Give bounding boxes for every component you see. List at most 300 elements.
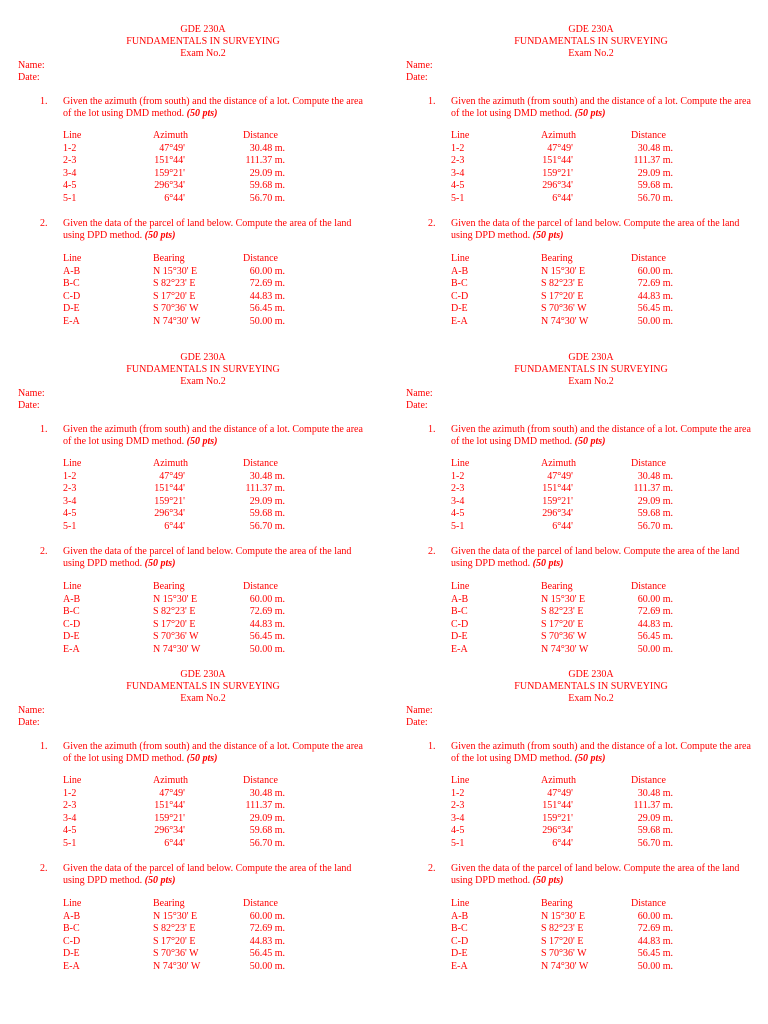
bearing-cell: S 82°23' E xyxy=(153,278,196,289)
distance-cell: 29.09 m. xyxy=(249,167,285,179)
line-cell: Line xyxy=(63,581,82,592)
points-label: (50 pts) xyxy=(144,875,176,886)
date-field: Date: xyxy=(18,400,40,411)
points-label: (50 pts) xyxy=(574,436,606,447)
table-row xyxy=(63,788,323,801)
points-label: (50 pts) xyxy=(144,558,176,569)
line-cell: A-B xyxy=(451,910,469,922)
distance-cell: Distance xyxy=(631,775,666,786)
course-title: FUNDAMENTALS IN SURVEYING xyxy=(514,364,668,375)
table-row xyxy=(451,193,711,206)
question-text: Given the data of the parcel of land below. Compute the area of the land using DPD method. (50 pts) xyxy=(451,863,740,886)
bearing-cell: N 74°30' W xyxy=(153,315,201,327)
table-header-row xyxy=(451,898,711,911)
table-row xyxy=(63,936,323,949)
distance-cell: 72.69 m. xyxy=(637,278,673,289)
question-number: 2. xyxy=(40,546,48,557)
azimuth-cell: 6°44' xyxy=(552,192,573,204)
line-cell: Line xyxy=(63,253,82,264)
azimuth-cell: 47°49' xyxy=(159,787,185,799)
azimuth-cell: 151°44' xyxy=(154,800,185,811)
distance-cell: 56.45 m. xyxy=(637,948,673,959)
points-label: (50 pts) xyxy=(186,436,218,447)
exam-copy xyxy=(406,352,768,655)
name-field: Name: xyxy=(406,60,433,71)
azimuth-cell: 151°44' xyxy=(154,483,185,494)
line-cell: Line xyxy=(451,581,470,592)
table-row xyxy=(451,143,711,156)
azimuth-cell: 296°34' xyxy=(542,825,573,836)
distance-cell: 29.09 m. xyxy=(249,495,285,507)
azimuth-cell: 159°21' xyxy=(542,495,573,507)
line-cell: 4-5 xyxy=(451,180,465,191)
distance-cell: 72.69 m. xyxy=(637,923,673,934)
line-cell: D-E xyxy=(451,948,468,959)
bearing-cell: S 17°20' E xyxy=(153,290,196,302)
bearing-cell: N 74°30' W xyxy=(541,960,589,972)
distance-cell: 56.70 m. xyxy=(637,837,673,849)
distance-cell: 59.68 m. xyxy=(249,508,285,519)
distance-cell: 111.37 m. xyxy=(633,155,673,166)
table-row xyxy=(63,619,323,632)
distance-cell: 111.37 m. xyxy=(633,483,673,494)
table-row xyxy=(451,496,711,509)
line-cell: A-B xyxy=(63,593,81,605)
distance-cell: 29.09 m. xyxy=(637,495,673,507)
question-number: 1. xyxy=(40,96,48,107)
bearing-cell: N 15°30' E xyxy=(541,593,586,605)
bearing-cell: Bearing xyxy=(541,253,573,264)
bearing-cell: Bearing xyxy=(541,581,573,592)
line-cell: 5-1 xyxy=(63,837,77,849)
exam-number: Exam No.2 xyxy=(180,693,226,704)
distance-cell: 30.48 m. xyxy=(637,470,673,482)
exam-header xyxy=(406,669,768,705)
bearing-cell: S 70°36' W xyxy=(153,631,199,642)
bearing-table xyxy=(63,581,323,656)
bearing-table xyxy=(451,253,711,328)
table-row xyxy=(451,155,711,168)
table-row xyxy=(451,936,711,949)
line-cell: C-D xyxy=(451,290,469,302)
table-row xyxy=(63,291,323,304)
exam-number: Exam No.2 xyxy=(180,376,226,387)
distance-cell: 72.69 m. xyxy=(249,923,285,934)
distance-cell: 60.00 m. xyxy=(637,593,673,605)
course-title: FUNDAMENTALS IN SURVEYING xyxy=(126,36,280,47)
bearing-cell: S 17°20' E xyxy=(541,935,584,947)
table-row xyxy=(451,594,711,607)
line-cell: C-D xyxy=(63,618,81,630)
distance-cell: 44.83 m. xyxy=(637,290,673,302)
azimuth-cell: 47°49' xyxy=(159,470,185,482)
table-row xyxy=(63,644,323,657)
table-row xyxy=(451,303,711,316)
table-row xyxy=(451,631,711,644)
name-field: Name: xyxy=(406,388,433,399)
line-cell: 1-2 xyxy=(451,787,465,799)
table-row xyxy=(451,961,711,974)
distance-cell: 59.68 m. xyxy=(249,180,285,191)
line-cell: 2-3 xyxy=(63,483,77,494)
azimuth-cell: 159°21' xyxy=(154,812,185,824)
line-cell: E-A xyxy=(451,315,468,327)
exam-number: Exam No.2 xyxy=(568,376,614,387)
azimuth-cell: 296°34' xyxy=(154,825,185,836)
azimuth-cell: 6°44' xyxy=(164,837,185,849)
azimuth-cell: 159°21' xyxy=(154,167,185,179)
line-cell: 1-2 xyxy=(451,470,465,482)
distance-cell: 111.37 m. xyxy=(633,800,673,811)
line-cell: 3-4 xyxy=(63,812,77,824)
course-code: GDE 230A xyxy=(568,352,614,363)
question-text: Given the azimuth (from south) and the distance of a lot. Compute the area of the lot using DMD method. (50 pts) xyxy=(63,96,363,119)
azimuth-cell: Azimuth xyxy=(153,775,188,786)
table-row xyxy=(451,825,711,838)
points-label: (50 pts) xyxy=(574,108,606,119)
exam-copy xyxy=(406,24,768,327)
bearing-cell: S 70°36' W xyxy=(153,948,199,959)
question-text: Given the data of the parcel of land below. Compute the area of the land using DPD method. (50 pts) xyxy=(63,546,352,569)
table-row xyxy=(63,961,323,974)
line-cell: B-C xyxy=(451,923,468,934)
table-row xyxy=(63,911,323,924)
distance-cell: 50.00 m. xyxy=(637,643,673,655)
line-cell: Line xyxy=(451,458,470,469)
question-text: Given the azimuth (from south) and the distance of a lot. Compute the area of the lot using DMD method. (50 pts) xyxy=(451,741,751,764)
distance-cell: Distance xyxy=(243,130,278,141)
line-cell: D-E xyxy=(63,631,80,642)
table-row xyxy=(63,316,323,329)
azimuth-cell: 47°49' xyxy=(547,470,573,482)
table-row xyxy=(451,813,711,826)
line-cell: Line xyxy=(451,130,470,141)
distance-cell: 44.83 m. xyxy=(637,935,673,947)
points-label: (50 pts) xyxy=(144,230,176,241)
line-cell: 1-2 xyxy=(451,142,465,154)
bearing-cell: S 17°20' E xyxy=(541,290,584,302)
line-cell: C-D xyxy=(451,935,469,947)
bearing-cell: S 17°20' E xyxy=(541,618,584,630)
distance-cell: 60.00 m. xyxy=(637,910,673,922)
table-row xyxy=(451,521,711,534)
table-row xyxy=(63,483,323,496)
line-cell: 2-3 xyxy=(451,800,465,811)
bearing-cell: S 17°20' E xyxy=(153,935,196,947)
distance-cell: 111.37 m. xyxy=(245,800,285,811)
distance-cell: 30.48 m. xyxy=(249,787,285,799)
distance-cell: 59.68 m. xyxy=(637,825,673,836)
question-number: 2. xyxy=(428,546,436,557)
line-cell: 4-5 xyxy=(451,825,465,836)
table-header-row xyxy=(451,775,711,788)
exam-copy xyxy=(18,352,388,655)
question-number: 2. xyxy=(428,863,436,874)
bearing-cell: S 82°23' E xyxy=(541,923,584,934)
table-header-row xyxy=(63,253,323,266)
azimuth-cell: 47°49' xyxy=(547,142,573,154)
distance-cell: 60.00 m. xyxy=(249,910,285,922)
question-number: 2. xyxy=(40,218,48,229)
table-row xyxy=(451,911,711,924)
line-cell: B-C xyxy=(451,278,468,289)
table-row xyxy=(451,278,711,291)
line-cell: E-A xyxy=(451,643,468,655)
line-cell: E-A xyxy=(63,643,80,655)
question-text: Given the data of the parcel of land below. Compute the area of the land using DPD method. (50 pts) xyxy=(63,863,352,886)
question-number: 1. xyxy=(428,424,436,435)
course-title: FUNDAMENTALS IN SURVEYING xyxy=(126,681,280,692)
line-cell: C-D xyxy=(63,935,81,947)
line-cell: 5-1 xyxy=(451,837,465,849)
table-row xyxy=(451,923,711,936)
azimuth-table xyxy=(63,130,323,205)
points-label: (50 pts) xyxy=(532,230,564,241)
azimuth-cell: 296°34' xyxy=(154,180,185,191)
exam-number: Exam No.2 xyxy=(568,48,614,59)
course-code: GDE 230A xyxy=(568,669,614,680)
bearing-cell: S 82°23' E xyxy=(541,606,584,617)
table-header-row xyxy=(63,898,323,911)
distance-cell: 29.09 m. xyxy=(249,812,285,824)
table-row xyxy=(63,180,323,193)
table-header-row xyxy=(63,775,323,788)
distance-cell: 56.70 m. xyxy=(637,520,673,532)
bearing-cell: N 74°30' W xyxy=(153,643,201,655)
line-cell: 2-3 xyxy=(63,155,77,166)
bearing-table xyxy=(63,253,323,328)
distance-cell: 59.68 m. xyxy=(249,825,285,836)
bearing-cell: N 15°30' E xyxy=(153,593,198,605)
distance-cell: Distance xyxy=(631,130,666,141)
line-cell: 4-5 xyxy=(63,180,77,191)
line-cell: B-C xyxy=(63,278,80,289)
date-field: Date: xyxy=(18,717,40,728)
table-row xyxy=(451,483,711,496)
course-code: GDE 230A xyxy=(180,352,226,363)
bearing-cell: N 74°30' W xyxy=(541,315,589,327)
azimuth-cell: 151°44' xyxy=(542,483,573,494)
distance-cell: Distance xyxy=(243,581,278,592)
question-text: Given the azimuth (from south) and the distance of a lot. Compute the area of the lot using DMD method. (50 pts) xyxy=(451,96,751,119)
distance-cell: Distance xyxy=(243,898,278,909)
distance-cell: Distance xyxy=(631,253,666,264)
table-row xyxy=(63,606,323,619)
bearing-cell: S 70°36' W xyxy=(541,631,587,642)
line-cell: 5-1 xyxy=(63,520,77,532)
distance-cell: 30.48 m. xyxy=(637,142,673,154)
distance-cell: 72.69 m. xyxy=(637,606,673,617)
azimuth-cell: 159°21' xyxy=(542,167,573,179)
course-code: GDE 230A xyxy=(568,24,614,35)
exam-copy xyxy=(18,24,388,327)
table-row xyxy=(451,800,711,813)
table-row xyxy=(451,619,711,632)
question-text: Given the data of the parcel of land below. Compute the area of the land using DPD method. (50 pts) xyxy=(451,546,740,569)
distance-cell: Distance xyxy=(631,898,666,909)
table-row xyxy=(63,278,323,291)
bearing-cell: N 74°30' W xyxy=(153,960,201,972)
azimuth-table xyxy=(63,775,323,850)
line-cell: A-B xyxy=(63,265,81,277)
bearing-cell: N 74°30' W xyxy=(541,643,589,655)
line-cell: 5-1 xyxy=(451,520,465,532)
line-cell: Line xyxy=(451,898,470,909)
line-cell: 1-2 xyxy=(63,142,77,154)
distance-cell: 111.37 m. xyxy=(245,483,285,494)
line-cell: 3-4 xyxy=(451,167,465,179)
table-header-row xyxy=(63,581,323,594)
distance-cell: 72.69 m. xyxy=(249,278,285,289)
azimuth-cell: 47°49' xyxy=(547,787,573,799)
azimuth-cell: 159°21' xyxy=(542,812,573,824)
line-cell: D-E xyxy=(451,631,468,642)
distance-cell: 44.83 m. xyxy=(637,618,673,630)
bearing-cell: S 70°36' W xyxy=(541,948,587,959)
bearing-cell: N 15°30' E xyxy=(541,910,586,922)
distance-cell: 50.00 m. xyxy=(249,315,285,327)
exam-header xyxy=(18,669,388,705)
line-cell: 4-5 xyxy=(63,825,77,836)
table-header-row xyxy=(63,458,323,471)
bearing-table xyxy=(63,898,323,973)
distance-cell: 44.83 m. xyxy=(249,290,285,302)
table-header-row xyxy=(63,130,323,143)
azimuth-cell: Azimuth xyxy=(541,458,576,469)
table-row xyxy=(63,594,323,607)
azimuth-cell: 6°44' xyxy=(552,520,573,532)
question-number: 1. xyxy=(40,741,48,752)
bearing-cell: S 82°23' E xyxy=(153,923,196,934)
distance-cell: 56.45 m. xyxy=(249,948,285,959)
line-cell: A-B xyxy=(63,910,81,922)
points-label: (50 pts) xyxy=(574,753,606,764)
table-row xyxy=(451,838,711,851)
azimuth-cell: 159°21' xyxy=(154,495,185,507)
line-cell: 1-2 xyxy=(63,787,77,799)
line-cell: 3-4 xyxy=(451,812,465,824)
name-field: Name: xyxy=(18,705,45,716)
line-cell: 2-3 xyxy=(451,155,465,166)
table-row xyxy=(451,180,711,193)
exam-copy xyxy=(406,669,768,972)
line-cell: Line xyxy=(63,898,82,909)
table-row xyxy=(63,471,323,484)
distance-cell: 29.09 m. xyxy=(637,812,673,824)
table-row xyxy=(63,948,323,961)
azimuth-cell: 296°34' xyxy=(542,180,573,191)
distance-cell: 56.70 m. xyxy=(249,837,285,849)
line-cell: 3-4 xyxy=(451,495,465,507)
table-row xyxy=(63,825,323,838)
distance-cell: 56.45 m. xyxy=(637,303,673,314)
name-field: Name: xyxy=(406,705,433,716)
table-row xyxy=(63,496,323,509)
distance-cell: Distance xyxy=(243,458,278,469)
line-cell: A-B xyxy=(451,265,469,277)
azimuth-cell: Azimuth xyxy=(541,775,576,786)
question-number: 1. xyxy=(40,424,48,435)
table-row xyxy=(63,155,323,168)
distance-cell: 56.70 m. xyxy=(637,192,673,204)
line-cell: Line xyxy=(451,775,470,786)
table-row xyxy=(63,800,323,813)
question-text: Given the data of the parcel of land below. Compute the area of the land using DPD method. (50 pts) xyxy=(63,218,352,241)
line-cell: D-E xyxy=(63,948,80,959)
question-text: Given the azimuth (from south) and the distance of a lot. Compute the area of the lot using DMD method. (50 pts) xyxy=(63,424,363,447)
table-row xyxy=(63,838,323,851)
question-number: 1. xyxy=(428,741,436,752)
azimuth-cell: 47°49' xyxy=(159,142,185,154)
distance-cell: 30.48 m. xyxy=(249,470,285,482)
distance-cell: 60.00 m. xyxy=(249,265,285,277)
distance-cell: 59.68 m. xyxy=(637,180,673,191)
bearing-cell: S 82°23' E xyxy=(153,606,196,617)
question-number: 2. xyxy=(428,218,436,229)
points-label: (50 pts) xyxy=(186,753,218,764)
table-row xyxy=(451,316,711,329)
line-cell: 4-5 xyxy=(63,508,77,519)
bearing-cell: S 70°36' W xyxy=(541,303,587,314)
distance-cell: 50.00 m. xyxy=(637,960,673,972)
line-cell: 5-1 xyxy=(63,192,77,204)
bearing-cell: S 82°23' E xyxy=(541,278,584,289)
line-cell: 1-2 xyxy=(63,470,77,482)
table-row xyxy=(63,508,323,521)
bearing-table xyxy=(451,581,711,656)
line-cell: E-A xyxy=(63,960,80,972)
distance-cell: 50.00 m. xyxy=(637,315,673,327)
distance-cell: 59.68 m. xyxy=(637,508,673,519)
name-field: Name: xyxy=(18,388,45,399)
line-cell: Line xyxy=(451,253,470,264)
question-number: 2. xyxy=(40,863,48,874)
table-row xyxy=(451,168,711,181)
line-cell: D-E xyxy=(451,303,468,314)
distance-cell: 30.48 m. xyxy=(249,142,285,154)
distance-cell: 72.69 m. xyxy=(249,606,285,617)
table-row xyxy=(451,948,711,961)
table-row xyxy=(451,508,711,521)
distance-cell: 44.83 m. xyxy=(249,935,285,947)
azimuth-cell: 296°34' xyxy=(154,508,185,519)
question-text: Given the data of the parcel of land below. Compute the area of the land using DPD method. (50 pts) xyxy=(451,218,740,241)
table-header-row xyxy=(451,581,711,594)
table-row xyxy=(63,168,323,181)
table-row xyxy=(451,788,711,801)
distance-cell: 56.70 m. xyxy=(249,192,285,204)
table-header-row xyxy=(451,458,711,471)
table-row xyxy=(63,631,323,644)
table-header-row xyxy=(451,253,711,266)
line-cell: 5-1 xyxy=(451,192,465,204)
azimuth-table xyxy=(451,775,711,850)
azimuth-table xyxy=(451,130,711,205)
distance-cell: 50.00 m. xyxy=(249,960,285,972)
distance-cell: 30.48 m. xyxy=(637,787,673,799)
bearing-cell: N 15°30' E xyxy=(541,265,586,277)
azimuth-cell: 151°44' xyxy=(542,800,573,811)
course-code: GDE 230A xyxy=(180,24,226,35)
table-row xyxy=(63,521,323,534)
bearing-cell: N 15°30' E xyxy=(153,910,198,922)
exam-header xyxy=(406,352,768,388)
date-field: Date: xyxy=(406,400,428,411)
line-cell: B-C xyxy=(451,606,468,617)
table-row xyxy=(451,644,711,657)
points-label: (50 pts) xyxy=(186,108,218,119)
line-cell: D-E xyxy=(63,303,80,314)
